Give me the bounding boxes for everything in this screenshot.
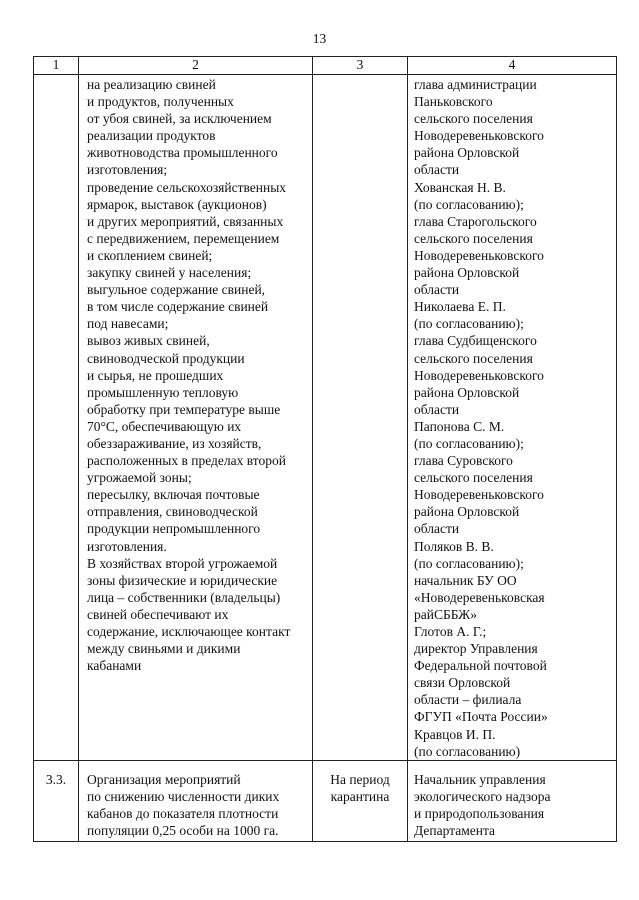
header-col-2: 2 bbox=[79, 57, 313, 75]
text-line: животноводства промышленного bbox=[87, 145, 278, 161]
text-line: сельского поселения bbox=[414, 470, 533, 486]
text-line: и сырья, не прошедших bbox=[87, 367, 224, 383]
text-line: Папонова С. М. bbox=[414, 418, 505, 434]
text-line: Департамента bbox=[414, 823, 496, 839]
text-line: Паньковского bbox=[414, 94, 493, 110]
text-line: Начальник управления bbox=[414, 771, 546, 787]
header-col-3: 3 bbox=[313, 57, 408, 75]
text-line: (по согласованию); bbox=[414, 316, 524, 332]
text-line: Новодеревеньковского bbox=[414, 367, 544, 383]
text-line: На период bbox=[330, 771, 390, 787]
text-line: и скоплением свиней; bbox=[87, 247, 213, 263]
deadline-cell bbox=[313, 75, 408, 761]
text-line: обеззараживание, из хозяйств, bbox=[87, 435, 262, 451]
text-line: с передвижением, перемещением bbox=[87, 230, 280, 246]
text-line: сельского поселения bbox=[414, 111, 533, 127]
text-line: на реализацию свиней bbox=[87, 77, 216, 92]
text-line: угрожаемой зоны; bbox=[87, 470, 192, 486]
text-line: карантина bbox=[330, 788, 390, 804]
text-line: района Орловской bbox=[414, 384, 520, 400]
text-line: глава администрации bbox=[414, 77, 537, 92]
text-line: (по согласованию) bbox=[414, 743, 521, 759]
text-line: глава Судбищенского bbox=[414, 333, 537, 349]
text-line: ФГУП «Почта России» bbox=[414, 709, 548, 725]
text-line: выгульное содержание свиней, bbox=[87, 282, 266, 298]
text-line: района Орловской bbox=[414, 504, 520, 520]
text-line: обработку при температуре выше bbox=[87, 401, 281, 417]
text-line: изготовления. bbox=[87, 538, 167, 554]
text-line: и природопользования bbox=[414, 805, 545, 821]
text-line: области bbox=[414, 162, 460, 178]
text-line: лица – собственники (владельцы) bbox=[87, 589, 281, 605]
text-line: свиноводческой продукции bbox=[87, 350, 245, 366]
table-header-row bbox=[34, 57, 617, 75]
text-line: Кравцов И. П. bbox=[414, 726, 496, 742]
text-line: экологического надзора bbox=[414, 788, 551, 804]
text-line: под навесами; bbox=[87, 316, 169, 332]
text-line: райСББЖ» bbox=[414, 606, 477, 622]
table-row-continued bbox=[34, 75, 617, 761]
text-line: Новодеревеньковского bbox=[414, 128, 544, 144]
text-line: ярмарок, выставок (аукционов) bbox=[87, 196, 267, 212]
text-line: сельского поселения bbox=[414, 230, 533, 246]
text-line: кабанами bbox=[87, 658, 142, 674]
text-line: содержание, исключающее контакт bbox=[87, 624, 291, 639]
text-line: «Новодеревеньковская bbox=[414, 589, 545, 605]
page-number: 13 bbox=[312, 31, 327, 46]
text-line: В хозяйствах второй угрожаемой bbox=[87, 555, 278, 571]
text-line: вывоз живых свиней, bbox=[87, 333, 210, 349]
text-line: кабанов до показателя плотности bbox=[87, 805, 279, 821]
table-row-3-3 bbox=[34, 760, 617, 841]
text-line: Поляков В. В. bbox=[414, 538, 494, 554]
deadline-cell bbox=[313, 760, 408, 841]
text-line: изготовления; bbox=[87, 162, 168, 178]
text-line: (по согласованию); bbox=[414, 196, 524, 212]
row-number-cell bbox=[34, 75, 79, 761]
responsible-cell bbox=[408, 760, 617, 841]
text-line: (по согласованию); bbox=[414, 555, 524, 571]
text-line: расположенных в пределах второй bbox=[87, 453, 286, 469]
responsible-cell bbox=[408, 75, 617, 761]
row-number-cell: 3.3. bbox=[34, 760, 79, 841]
text-line: Организация мероприятий bbox=[87, 771, 241, 787]
text-line: 70°С, обеспечивающую их bbox=[87, 418, 242, 434]
text-line: свиней обеспечивают их bbox=[87, 606, 229, 622]
text-line: Новодеревеньковского bbox=[414, 247, 544, 263]
text-line: Новодеревеньковского bbox=[414, 487, 544, 503]
text-line: между свиньями и дикими bbox=[87, 641, 241, 657]
text-line: реализации продуктов bbox=[87, 128, 216, 144]
text-line: пересылку, включая почтовые bbox=[87, 487, 260, 503]
text-line: (по согласованию); bbox=[414, 435, 524, 451]
text-line: Николаева Е. П. bbox=[414, 299, 506, 315]
text-line: связи Орловской bbox=[414, 675, 511, 691]
measures-table bbox=[33, 56, 617, 842]
text-line: зоны физические и юридические bbox=[87, 572, 278, 588]
text-line: в том числе содержание свиней bbox=[87, 299, 269, 315]
text-line: области – филиала bbox=[414, 692, 522, 708]
text-line: области bbox=[414, 282, 460, 298]
text-line: проведение сельскохозяйственных bbox=[87, 179, 287, 195]
text-line: популяции 0,25 особи на 1000 га. bbox=[87, 823, 279, 839]
text-line: сельского поселения bbox=[414, 350, 533, 366]
text-line: района Орловской bbox=[414, 145, 520, 161]
text-line: Хованская Н. В. bbox=[414, 179, 506, 195]
text-line: от убоя свиней, за исключением bbox=[87, 111, 272, 127]
text-line: области bbox=[414, 401, 460, 417]
measure-description-cell bbox=[79, 760, 313, 841]
text-line: Федеральной почтовой bbox=[414, 658, 547, 674]
text-line: продукции непромышленного bbox=[87, 521, 261, 537]
measure-description-cell bbox=[79, 75, 313, 761]
text-line: глава Старогольского bbox=[414, 213, 537, 229]
text-line: начальник БУ ОО bbox=[414, 572, 517, 588]
header-col-1: 1 bbox=[34, 57, 79, 75]
text-line: промышленную тепловую bbox=[87, 384, 239, 400]
text-line: закупку свиней у населения; bbox=[87, 265, 252, 281]
text-line: области bbox=[414, 521, 460, 537]
text-line: района Орловской bbox=[414, 265, 520, 281]
text-line: отправления, свиноводческой bbox=[87, 504, 258, 520]
text-line: и продуктов, полученных bbox=[87, 94, 234, 110]
header-col-4: 4 bbox=[408, 57, 617, 75]
text-line: глава Суровского bbox=[414, 453, 513, 469]
text-line: директор Управления bbox=[414, 641, 538, 657]
text-line: по снижению численности диких bbox=[87, 788, 280, 804]
text-line: Глотов А. Г.; bbox=[414, 624, 487, 639]
text-line: и других мероприятий, связанных bbox=[87, 213, 284, 229]
